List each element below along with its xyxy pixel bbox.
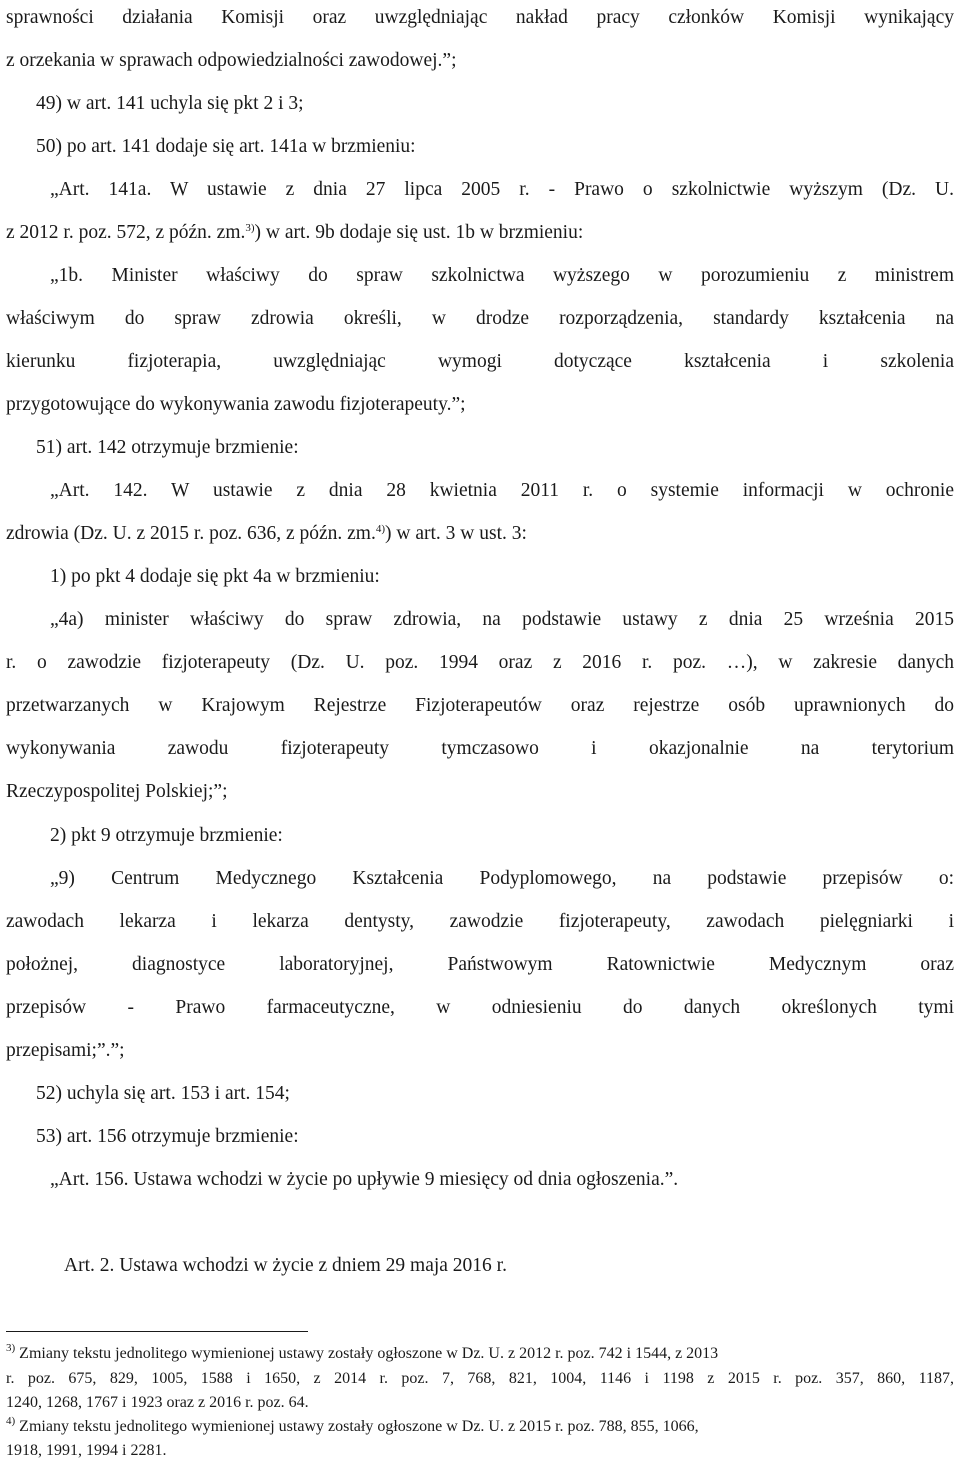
list-item-53: 53) art. 156 otrzymuje brzmienie: [36,1126,299,1147]
list-item-50: 50) po art. 141 dodaje się art. 141a w brzmieniu: [36,136,416,157]
footnote-text: 1918, 1991, 1994 i 2281. [6,1442,167,1459]
list-item-51: 51) art. 142 otrzymuje brzmienie: [36,437,299,458]
text-segment: ) w art. 3 w ust. 3: [385,523,527,544]
text-line: „9) Centrum Medycznego Kształcenia Podyplomowego, na podstawie przepisów o: [50,868,954,889]
text-line: „Art. 141a. W ustawie z dnia 27 lipca 2005 r. - Prawo o szkolnictwie wyższym (Dz. U. [50,179,954,200]
text-line: położnej, diagnostyce laboratoryjnej, Państwowym Ratownictwie Medycznym oraz [6,954,954,975]
footnote-text: 1240, 1268, 1767 i 1923 oraz z 2016 r. poz. 64. [6,1394,309,1411]
list-item-1: 1) po pkt 4 dodaje się pkt 4a w brzmieniu: [50,566,380,587]
text-segment: ) w art. 9b dodaje się ust. 1b w brzmieniu: [254,222,584,243]
footnote-4 [6,1416,699,1437]
text-segment: z 2012 r. poz. 572, z późn. zm. [6,222,246,243]
text-line: właściwym do spraw zdrowia określi, w drodze rozporządzenia, standardy kształcenia na [6,308,954,329]
text-line: „Art. 142. W ustawie z dnia 28 kwietnia 2011 r. o systemie informacji w ochronie [50,480,954,501]
text-line: r. o zawodzie fizjoterapeuty (Dz. U. poz. 1994 oraz z 2016 r. poz. …), w zakresie danych [6,652,954,673]
text-line: przetwarzanych w Krajowym Rejestrze Fizjoterapeutów oraz rejestrze osób uprawnionych do [6,695,954,716]
list-item-49: 49) w art. 141 uchyla się pkt 2 i 3; [36,93,304,114]
text-line: przepisów - Prawo farmaceutyczne, w odniesieniu do danych określonych tymi [6,997,954,1018]
footnote-text: Zmiany tekstu jednolitego wymienionej ustawy zostały ogłoszone w Dz. U. z 2015 r. poz. 788, 855, 1066, [19,1418,699,1435]
footnote-text: Zmiany tekstu jednolitego wymienionej ustawy zostały ogłoszone w Dz. U. z 2012 r. poz. 742 i 1544, z 2013 [19,1345,719,1362]
footnote-ref-4: 4) [375,523,386,535]
text-line: sprawności działania Komisji oraz uwzględniając nakład pracy członków Komisji wynikający [6,7,954,28]
text-line: z orzekania w sprawach odpowiedzialności zawodowej.”; [6,50,457,71]
article-2: Art. 2. Ustawa wchodzi w życie z dniem 29 maja 2016 r. [64,1255,507,1276]
text-line [6,521,527,547]
list-item-52: 52) uchyla się art. 153 i art. 154; [36,1083,290,1104]
text-line: „Art. 156. Ustawa wchodzi w życie po upływie 9 miesięcy od dnia ogłoszenia.”. [50,1169,679,1190]
footnote-3 [6,1343,718,1364]
text-line: Rzeczypospolitej Polskiej;”; [6,781,228,802]
footnote-ref-3: 3) [245,222,255,234]
footnote-separator [6,1331,308,1332]
text-line [6,220,583,246]
text-line: przepisami;”.”; [6,1040,125,1061]
text-line: wykonywania zawodu fizjoterapeuty tymczasowo i okazjonalnie na terytorium [6,738,954,759]
footnote-text: r. poz. 675, 829, 1005, 1588 i 1650, z 2014 r. poz. 7, 768, 821, 1004, 1146 i 1198 z 2015 r. poz. 357, 860, 1187, [6,1370,954,1387]
text-line: kierunku fizjoterapia, uwzględniając wymogi dotyczące kształcenia i szkolenia [6,351,954,372]
footnote-marker-4: 4) [6,1415,16,1427]
text-line: przygotowujące do wykonywania zawodu fizjoterapeuty.”; [6,394,466,415]
text-segment: zdrowia (Dz. U. z 2015 r. poz. 636, z późn. zm. [6,523,376,544]
text-line: „1b. Minister właściwy do spraw szkolnictwa wyższego w porozumieniu z ministrem [50,265,954,286]
text-line: „4a) minister właściwy do spraw zdrowia, na podstawie ustawy z dnia 25 września 2015 [50,609,954,630]
list-item-2: 2) pkt 9 otrzymuje brzmienie: [50,825,283,846]
text-line: zawodach lekarza i lekarza dentysty, zawodzie fizjoterapeuty, zawodach pielęgniarki i [6,911,954,932]
footnote-marker-3: 3) [6,1342,16,1354]
